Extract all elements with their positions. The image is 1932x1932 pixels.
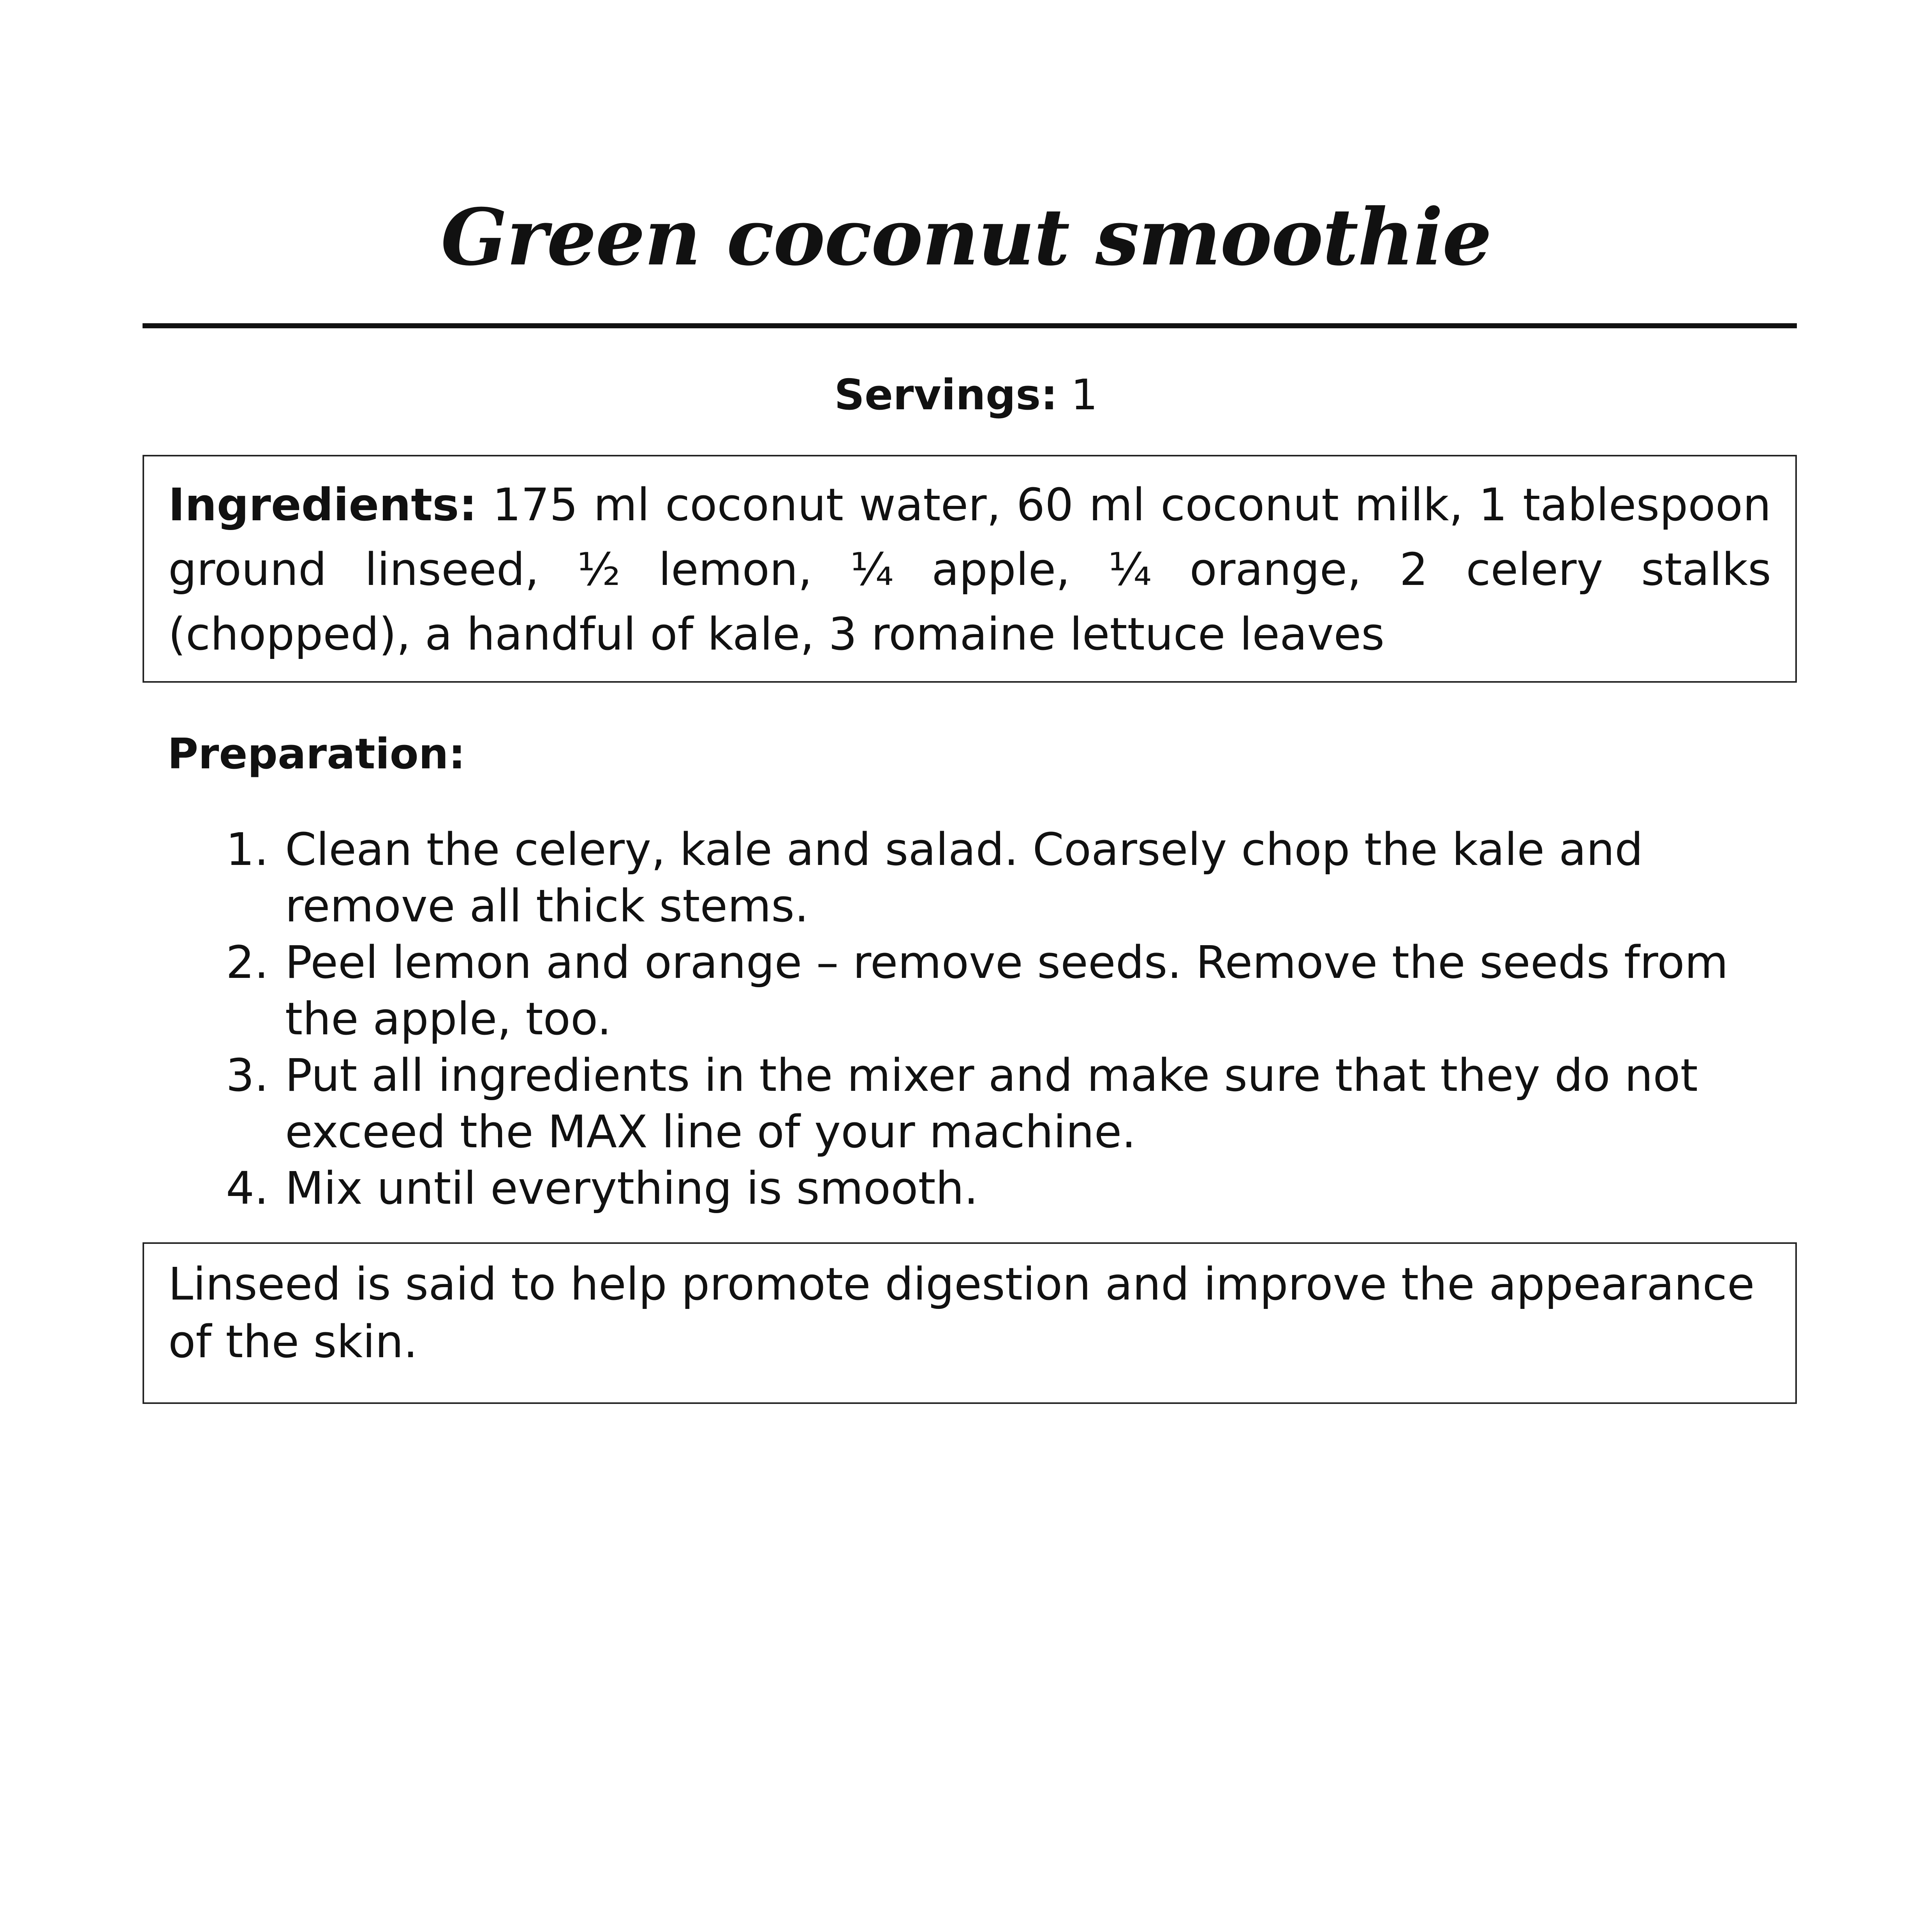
list-item bbox=[218, 822, 1776, 935]
preparation-heading: Preparation: bbox=[167, 730, 465, 778]
list-item bbox=[218, 935, 1776, 1048]
step-number: 4. bbox=[226, 1162, 269, 1215]
preparation-steps bbox=[218, 822, 1776, 1217]
list-item bbox=[218, 1161, 1776, 1217]
note-text: Linseed is said to help promote digestion and improve the appearance of the skin. bbox=[168, 1258, 1755, 1368]
step-text: Peel lemon and orange – remove seeds. Remove the seeds from the apple, too. bbox=[285, 937, 1728, 1045]
ingredients-paragraph bbox=[168, 473, 1771, 667]
ingredients-list: 175 ml coconut water, 60 ml coconut milk, 1 tablespoon ground linseed, ½ lemon, ¼ apple, ¼ orange, 2 celery stalks (chopped), a handful of kale, 3 romaine lettuce leaves bbox=[168, 479, 1771, 660]
step-number: 2. bbox=[226, 937, 269, 989]
title-divider bbox=[143, 323, 1797, 328]
list-item bbox=[218, 1048, 1776, 1161]
servings-label: Servings: bbox=[834, 371, 1058, 419]
ingredients-label: Ingredients: bbox=[168, 479, 477, 531]
ingredients-box bbox=[143, 455, 1797, 683]
servings-line bbox=[0, 366, 1932, 424]
servings-value: 1 bbox=[1071, 371, 1098, 419]
step-number: 3. bbox=[226, 1050, 269, 1102]
recipe-title: Green coconut smoothie bbox=[441, 192, 1491, 283]
note-box bbox=[143, 1242, 1797, 1404]
step-text: Put all ingredients in the mixer and make sure that they do not exceed the MAX line of your machine. bbox=[285, 1050, 1698, 1158]
step-text: Mix until everything is smooth. bbox=[285, 1162, 978, 1215]
step-number: 1. bbox=[226, 824, 269, 876]
step-text: Clean the celery, kale and salad. Coarsely chop the kale and remove all thick stems. bbox=[285, 824, 1643, 932]
